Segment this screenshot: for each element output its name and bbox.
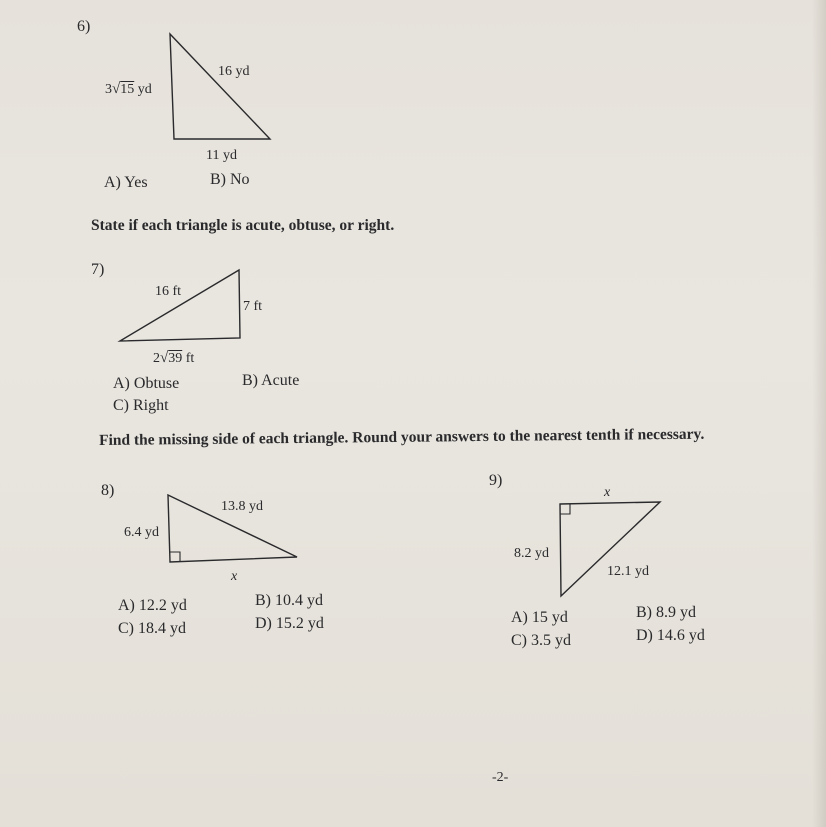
q6-number: 6) — [77, 18, 91, 35]
q8-choice-c[interactable]: C) 18.4 yd — [118, 620, 186, 637]
q6-side-a-label: 3√15 yd — [105, 81, 152, 97]
q9-number: 9) — [489, 472, 503, 489]
q7-side-top-label: 16 ft — [155, 284, 182, 299]
q9-hypotenuse-label: 12.1 yd — [607, 564, 649, 579]
q8-unknown-label: x — [231, 569, 238, 584]
q7-number: 7) — [91, 261, 105, 278]
q9-right-angle-mark — [560, 504, 570, 514]
q9-choice-b[interactable]: B) 8.9 yd — [636, 604, 696, 621]
q9-unknown-label: x — [604, 485, 611, 500]
q8-hypotenuse-label: 13.8 yd — [221, 499, 263, 514]
q9-choice-d[interactable]: D) 14.6 yd — [636, 627, 705, 644]
q6-choice-a[interactable]: A) Yes — [104, 174, 148, 191]
instruction-classify: State if each triangle is acute, obtuse, or right. — [91, 217, 395, 234]
q8-number: 8) — [101, 482, 115, 499]
q8-choice-d[interactable]: D) 15.2 yd — [255, 615, 324, 632]
q9-leg-label: 8.2 yd — [514, 546, 549, 561]
q6-hypotenuse-label: 16 yd — [218, 64, 250, 79]
q9-choice-c[interactable]: C) 3.5 yd — [511, 632, 571, 649]
q7-side-right-label: 7 ft — [243, 299, 263, 314]
q7-side-bottom-label: 2√39 ft — [153, 350, 195, 366]
q6-base-label: 11 yd — [206, 148, 237, 163]
q8-leg-label: 6.4 yd — [124, 525, 159, 540]
q6-choice-b[interactable]: B) No — [210, 171, 250, 188]
q8-choice-a[interactable]: A) 12.2 yd — [118, 597, 187, 614]
q7-choice-a[interactable]: A) Obtuse — [113, 375, 180, 392]
instruction-missing-side: Find the missing side of each triangle. Round your answers to the nearest tenth if necessary. — [99, 425, 705, 449]
q8-choice-b[interactable]: B) 10.4 yd — [255, 592, 323, 609]
q7-choice-c[interactable]: C) Right — [113, 397, 169, 414]
q7-choice-b[interactable]: B) Acute — [242, 372, 300, 389]
page-number: -2- — [492, 770, 509, 785]
q9-choice-a[interactable]: A) 15 yd — [511, 609, 568, 626]
